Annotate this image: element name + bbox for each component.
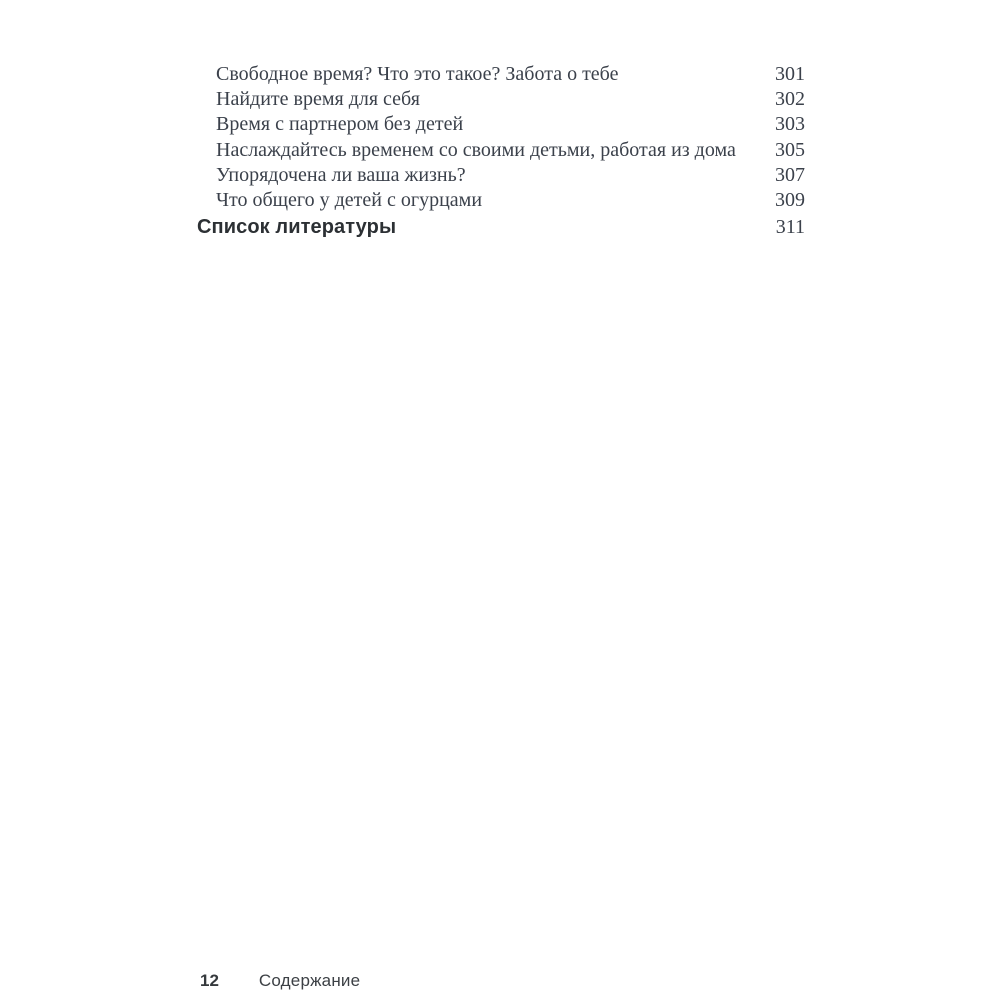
bibliography-label: Список литературы [197, 216, 397, 239]
toc-entry [197, 63, 805, 88]
toc-entry [197, 139, 805, 164]
toc-entry-label: Упорядочена ли ваша жизнь? [216, 163, 466, 186]
toc-entry-page: 309 [775, 188, 805, 211]
toc-entry-label: Наслаждайтесь временем со своими детьми, работая из дома [216, 138, 736, 161]
bibliography-page: 311 [775, 216, 805, 239]
toc-entry [197, 88, 805, 113]
toc-entry [197, 164, 805, 189]
footer-page-number: 12 [200, 971, 219, 990]
footer-section-title: Содержание [258, 971, 361, 990]
toc-entry-label: Свободное время? Что это такое? Забота о тебе [216, 63, 619, 85]
toc-entry-label: Время с партнером без детей [216, 113, 464, 136]
toc-entry-label: Найдите время для себя [216, 88, 420, 111]
page-footer [200, 971, 360, 991]
toc-entry-bibliography [197, 216, 805, 241]
toc-entry-page: 303 [775, 113, 805, 136]
toc-entry-page: 302 [775, 88, 805, 111]
toc-entry-page: 305 [775, 138, 805, 161]
toc-entry-label: Что общего у детей с огурцами [216, 188, 483, 211]
toc-entry-page: 307 [775, 163, 805, 186]
toc-entry [197, 189, 805, 214]
toc-entry [197, 113, 805, 138]
toc-entry-page: 301 [775, 63, 805, 85]
table-of-contents [197, 63, 805, 241]
